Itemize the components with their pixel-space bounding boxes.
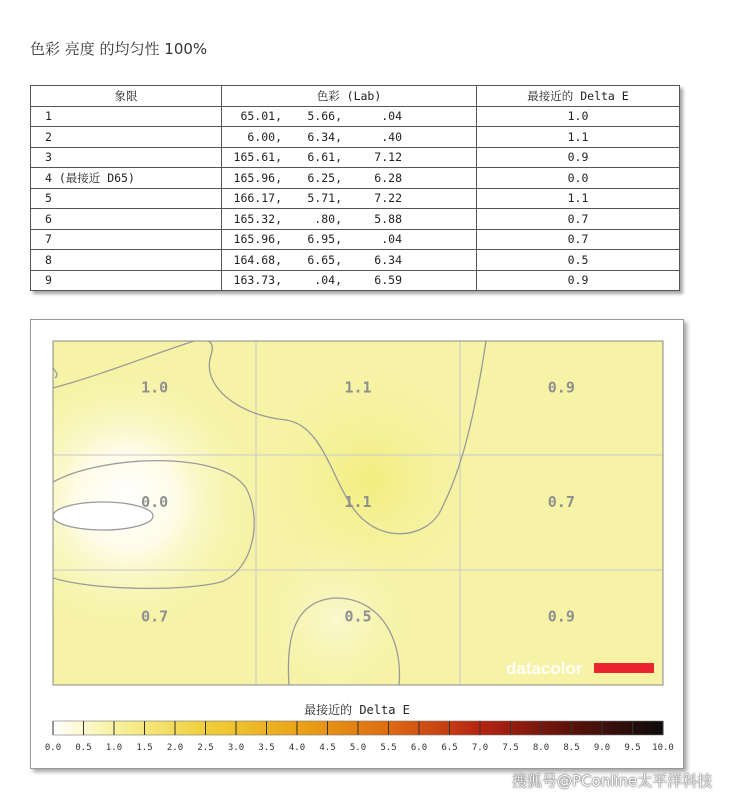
table-row <box>31 209 680 230</box>
lab-value: .80, <box>314 211 342 226</box>
cell-label: 1.1 <box>344 378 372 397</box>
cell-label: 0.9 <box>547 607 575 626</box>
scale-tick-label: 10.0 <box>652 743 674 753</box>
delta-e-cell: 0.9 <box>477 270 680 291</box>
quadrant-cell: 4 (最接近 D65) <box>31 168 222 189</box>
watermark: 搜狐号@PConline太平洋科技 <box>512 772 713 790</box>
scale-tick-label: 3.0 <box>227 743 245 753</box>
lab-value: 6.65, <box>307 252 342 267</box>
lab-value: 6.34 <box>374 252 402 267</box>
cell-label: 0.9 <box>547 378 575 397</box>
lab-cell <box>222 250 477 271</box>
scale-tick-label: 0.0 <box>44 743 62 753</box>
lab-value: .04, <box>314 273 342 288</box>
scale-tick-label: 8.0 <box>532 743 550 753</box>
lab-cell <box>222 168 477 189</box>
cell-label: 1.1 <box>344 493 372 511</box>
lab-cell <box>222 229 477 250</box>
lab-value: 6.61, <box>307 150 342 165</box>
lab-value: .04 <box>381 109 402 124</box>
lab-value: 6.25, <box>307 170 342 185</box>
table-row <box>31 188 680 209</box>
quadrant-cell: 1 <box>31 106 222 127</box>
scale-tick-label: 9.0 <box>593 743 611 753</box>
lab-value: 5.88 <box>374 211 402 226</box>
lab-value: 165.96, <box>233 232 282 247</box>
lab-value: .04 <box>381 232 402 247</box>
lab-cell <box>222 188 477 209</box>
scale-tick-label: 7.5 <box>502 743 519 753</box>
lab-value: .40 <box>381 129 402 144</box>
page-title: 色彩 亮度 的均匀性 100% <box>30 40 208 58</box>
lab-value: 166.17, <box>233 191 282 206</box>
lab-value: 163.73, <box>233 273 282 288</box>
scale-tick-label: 2.5 <box>197 743 214 753</box>
lab-value: 165.96, <box>233 170 282 185</box>
table-row <box>31 127 680 148</box>
lab-value: 165.61, <box>233 150 282 165</box>
scale-tick-label: 6.0 <box>410 743 428 753</box>
quadrant-cell: 8 <box>31 250 222 271</box>
lab-value: 6.34, <box>307 129 342 144</box>
quadrant-table <box>30 85 680 291</box>
lab-value: 6.95, <box>307 232 342 247</box>
scale-tick-label: 2.0 <box>166 743 184 753</box>
lab-value: 165.32, <box>233 211 282 226</box>
table-row <box>31 250 680 271</box>
scale-tick-label: 5.5 <box>380 743 397 753</box>
cell-label: 0.0 <box>141 493 169 511</box>
table-row <box>31 168 680 189</box>
table-header-row <box>31 86 680 107</box>
uniformity-chart-panel <box>30 319 684 769</box>
uniformity-chart <box>31 320 683 768</box>
scale-tick-label: 3.5 <box>258 743 275 753</box>
scale-tick-label: 9.5 <box>624 743 641 753</box>
quadrant-cell: 5 <box>31 188 222 209</box>
contour-line-center <box>53 502 153 530</box>
delta-e-cell: 0.7 <box>477 229 680 250</box>
lab-value: 6.59 <box>374 273 402 288</box>
delta-e-cell: 1.0 <box>477 106 680 127</box>
header-delta-e: 最接近的 Delta E <box>477 86 680 107</box>
delta-e-cell: 1.1 <box>477 188 680 209</box>
table-row <box>31 147 680 168</box>
table-row <box>31 229 680 250</box>
lab-cell <box>222 106 477 127</box>
lab-cell <box>222 209 477 230</box>
table-row <box>31 106 680 127</box>
cell-label: 0.7 <box>547 493 575 511</box>
cell-label: 1.0 <box>141 378 169 397</box>
scale-tick-label: 0.5 <box>75 743 92 753</box>
lab-cell <box>222 270 477 291</box>
header-lab: 色彩 (Lab) <box>222 86 477 107</box>
scale-tick-label: 4.5 <box>319 743 336 753</box>
lab-value: 5.71, <box>307 191 342 206</box>
header-quadrant: 象限 <box>31 86 222 107</box>
scale-tick-label: 6.5 <box>441 743 458 753</box>
lab-value: 5.66, <box>307 109 342 124</box>
scale-tick-label: 8.5 <box>563 743 580 753</box>
quadrant-cell: 6 <box>31 209 222 230</box>
lab-value: 7.12 <box>374 150 402 165</box>
delta-e-cell: 1.1 <box>477 127 680 148</box>
table-row <box>31 270 680 291</box>
datacolor-logo-bar <box>594 663 654 673</box>
lab-value: 7.22 <box>374 191 402 206</box>
cell-label: 0.7 <box>141 607 169 626</box>
delta-e-cell: 0.9 <box>477 147 680 168</box>
quadrant-cell: 7 <box>31 229 222 250</box>
lab-value: 6.00, <box>247 129 282 144</box>
scale-tick-label: 7.0 <box>471 743 489 753</box>
cell-label: 0.5 <box>344 607 372 626</box>
delta-e-cell: 0.0 <box>477 168 680 189</box>
lab-cell <box>222 127 477 148</box>
scale-tick-label: 5.0 <box>349 743 367 753</box>
lab-value: 164.68, <box>233 252 282 267</box>
datacolor-logo: datacolor <box>506 659 583 678</box>
scale-tick-label: 1.5 <box>136 743 153 753</box>
delta-e-cell: 0.5 <box>477 250 680 271</box>
scale-label: 最接近的 Delta E <box>304 703 410 717</box>
scale-tick-label: 1.0 <box>105 743 123 753</box>
quadrant-cell: 3 <box>31 147 222 168</box>
lab-value: 65.01, <box>240 109 282 124</box>
lab-cell <box>222 147 477 168</box>
quadrant-cell: 2 <box>31 127 222 148</box>
delta-e-cell: 0.7 <box>477 209 680 230</box>
scale-tick-label: 4.0 <box>288 743 306 753</box>
quadrant-cell: 9 <box>31 270 222 291</box>
lab-value: 6.28 <box>374 170 402 185</box>
